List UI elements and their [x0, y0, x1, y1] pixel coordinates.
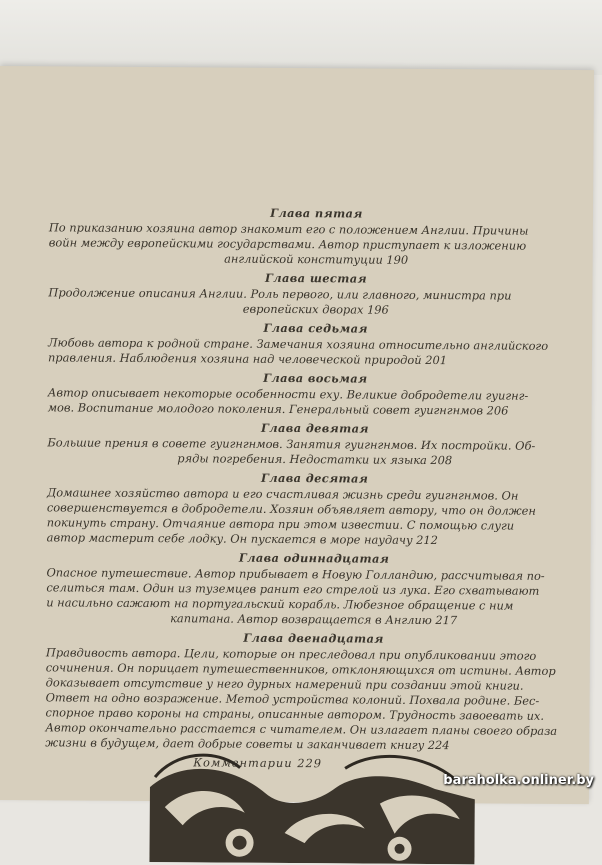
- summary-line: Автор окончательно расстается с читателем. Он излагает планы своего образа: [45, 720, 558, 738]
- chapter-entry: [45, 629, 581, 754]
- table-of-contents: [45, 204, 584, 773]
- book-page: [0, 66, 594, 804]
- summary-line: Домашнее хозяйство автора и его счастливая жизнь среди гуигнгнмов. Он: [46, 485, 519, 503]
- chapter-entry: [49, 204, 584, 269]
- chapter-title: Глава десятая: [260, 470, 369, 486]
- summary-line: Опасное путешествие. Автор прибывает в Новую Голландию, рассчитывая по-: [46, 565, 545, 583]
- chapter-summary: [48, 335, 583, 369]
- chapter-title: Глава девятая: [261, 420, 369, 436]
- summary-line: доказывает отсутствие у него дурных намерений при создании этой книги.: [45, 675, 524, 693]
- chapter-entry: [48, 369, 583, 419]
- summary-line: покинуть страну. Отчаяние автора при этом известии. С помощью слуги: [46, 515, 515, 533]
- chapter-summary: [46, 565, 581, 629]
- chapter-title: Глава двенадцатая: [243, 630, 384, 646]
- summary-line: и насильно сажают на португальский корабль. Любезное обращение с ним: [46, 595, 514, 613]
- summary-line: войн между европейскими государствами. Автор приступает к изложению: [48, 235, 527, 253]
- summary-line: правления. Наблюдения хозяина над человеческой природой 201: [47, 350, 448, 368]
- summary-line: спорное право короны на страны, описанные автором. Трудность завоевать их.: [45, 705, 545, 723]
- backdrop: [0, 0, 602, 75]
- summary-line: Продолжение описания Англии. Роль первого, или главного, министра при: [48, 285, 512, 303]
- chapter-summary: [47, 485, 582, 549]
- summary-line: Большие прения в совете гуигнгнмов. Занятия гуигнгнмов. Их постройки. Об-: [47, 435, 536, 453]
- summary-line: капитана. Автор возвращается в Англию 217: [170, 611, 458, 628]
- summary-line: Автор описывает некоторые особенности еху. Великие добродетели гуигнг-: [47, 385, 529, 403]
- summary-line: совершенствуется в добродетели. Хозяин объявляет автору, что он должен: [46, 500, 536, 518]
- chapter-entry: [48, 319, 583, 369]
- summary-line: мов. Воспитание молодого поколения. Генеральный совет гуигнгнмов 206: [47, 400, 509, 418]
- chapter-title: Глава одиннадцатая: [238, 550, 390, 566]
- chapter-entry: [48, 269, 583, 319]
- chapter-summary: [47, 435, 582, 469]
- comments-entry: Комментарии 229: [193, 755, 323, 771]
- summary-line: сочинения. Он порицает путешественников, отклоняющихся от истины. Автор: [45, 660, 556, 678]
- chapter-entry: [46, 549, 582, 629]
- summary-line: Любовь автора к родной стране. Замечания хозяина относительно английского: [48, 335, 549, 353]
- summary-line: английской конституции 190: [224, 251, 409, 267]
- summary-line: Ответ на одно возражение. Метод устройства колоний. Похвала родине. Бес-: [45, 690, 540, 708]
- chapter-title: Глава пятая: [270, 205, 363, 221]
- summary-line: европейских дворах 196: [242, 301, 389, 317]
- chapter-entry: [47, 419, 582, 469]
- summary-line: жизни в будущем, дает добрые советы и заканчивает книгу 224: [45, 735, 450, 753]
- chapter-title: Глава седьмая: [263, 320, 368, 336]
- chapter-title: Глава восьмая: [263, 370, 368, 386]
- watermark: baraholka.onliner.by: [443, 773, 594, 788]
- summary-line: ряды погребения. Недостатки их языка 208: [177, 451, 453, 468]
- chapter-summary: [49, 220, 584, 269]
- ornament-illustration: [144, 747, 475, 864]
- chapter-summary: [48, 285, 583, 319]
- summary-line: Правдивость автора. Цели, которые он преследовал при опубликовании этого: [45, 645, 537, 663]
- chapter-summary: [45, 645, 581, 754]
- chapter-summary: [48, 385, 583, 419]
- summary-line: автор мастерит себе лодку. Он пускается в море наудачу 212: [46, 530, 438, 548]
- chapter-entry: [47, 469, 583, 549]
- summary-line: По приказанию хозяина автор знакомит его с положением Англии. Причины: [48, 220, 529, 238]
- summary-line: селиться там. Один из туземцев ранит его стрелой из лука. Его схватывают: [46, 580, 540, 598]
- chapter-title: Глава шестая: [264, 270, 368, 286]
